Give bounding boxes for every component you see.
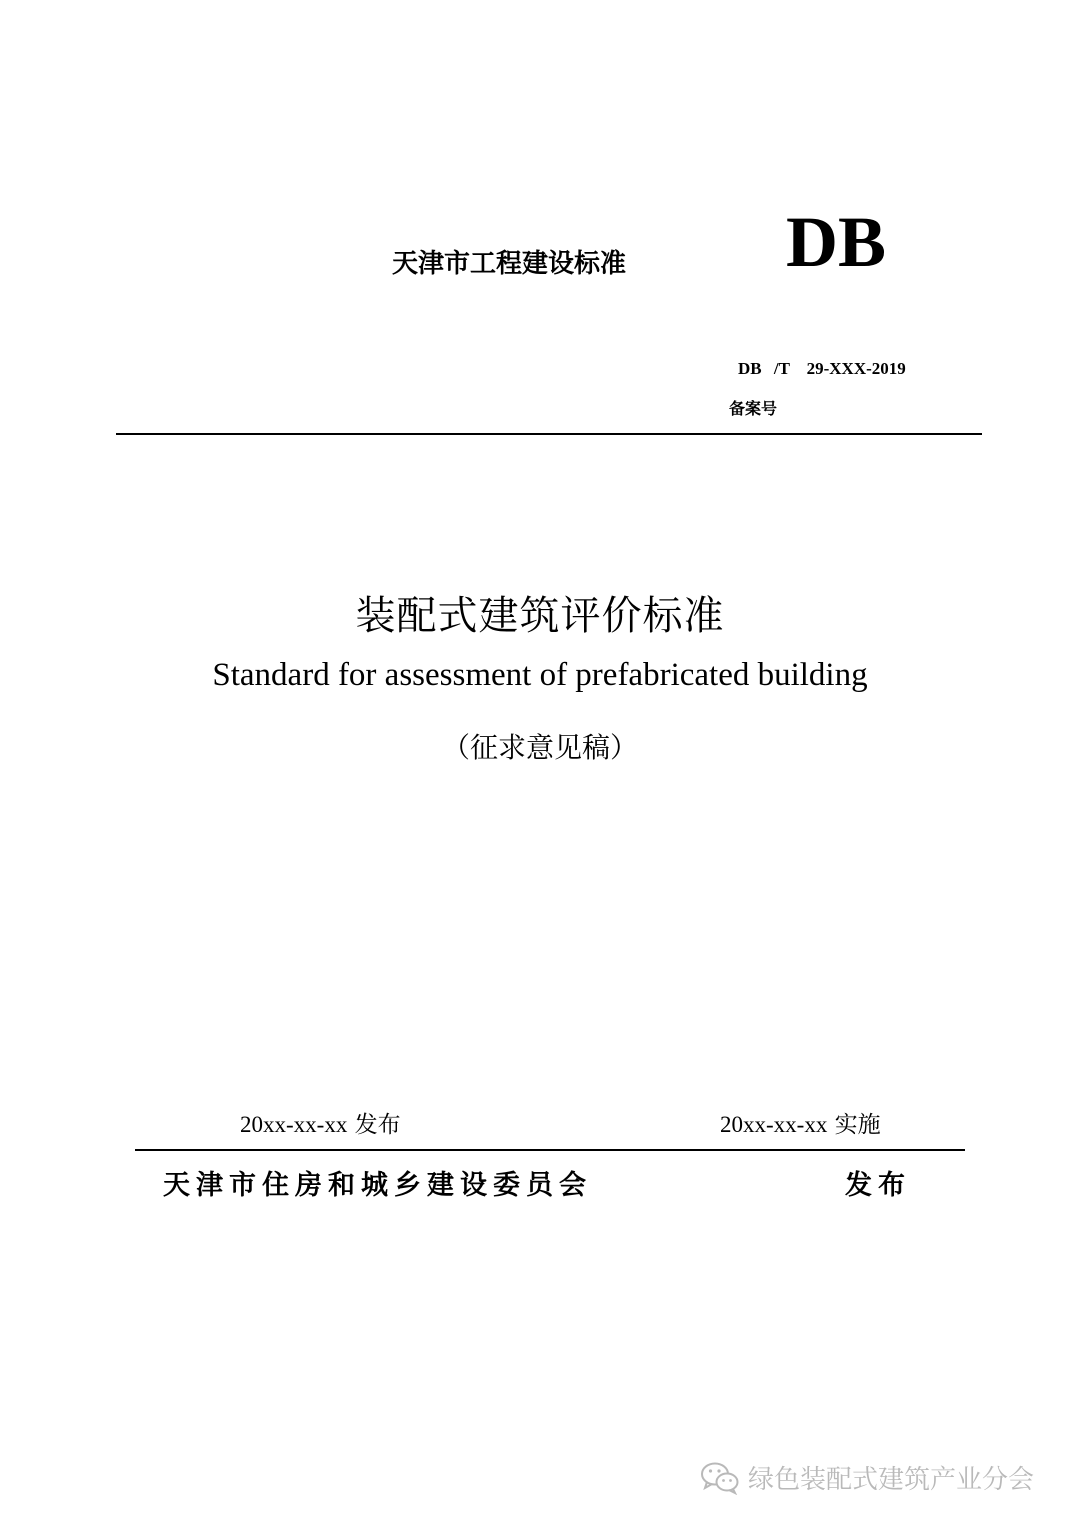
issue-date [240, 1106, 401, 1139]
filing-number-label: 备案号 [729, 399, 778, 418]
document-title: 装配式建筑评价标准 [355, 593, 725, 639]
standard-category-title: 天津市工程建设标准 [392, 249, 627, 279]
issue-date-value: 20xx-xx-xx [240, 1112, 348, 1137]
draft-note: （征求意见稿） [441, 731, 638, 764]
watermark [700, 1459, 1034, 1496]
bottom-divider [135, 1149, 965, 1151]
effective-date-suffix: 实施 [827, 1112, 881, 1138]
db-mark: DB [786, 202, 887, 282]
issue-label: 发布 [845, 1170, 911, 1201]
issuing-authority: 天津市住房和城乡建设委员会 [163, 1170, 592, 1201]
wechat-icon [700, 1461, 740, 1495]
standard-code: DB /T 29-XXX-2019 [738, 359, 906, 378]
effective-date-value: 20xx-xx-xx [720, 1112, 828, 1137]
effective-date [720, 1106, 881, 1139]
document-title-english: Standard for assessment of prefabricated building [212, 657, 868, 693]
issue-date-suffix: 发布 [347, 1112, 401, 1138]
watermark-text: 绿色装配式建筑产业分会 [748, 1465, 1035, 1495]
top-divider [116, 433, 982, 435]
